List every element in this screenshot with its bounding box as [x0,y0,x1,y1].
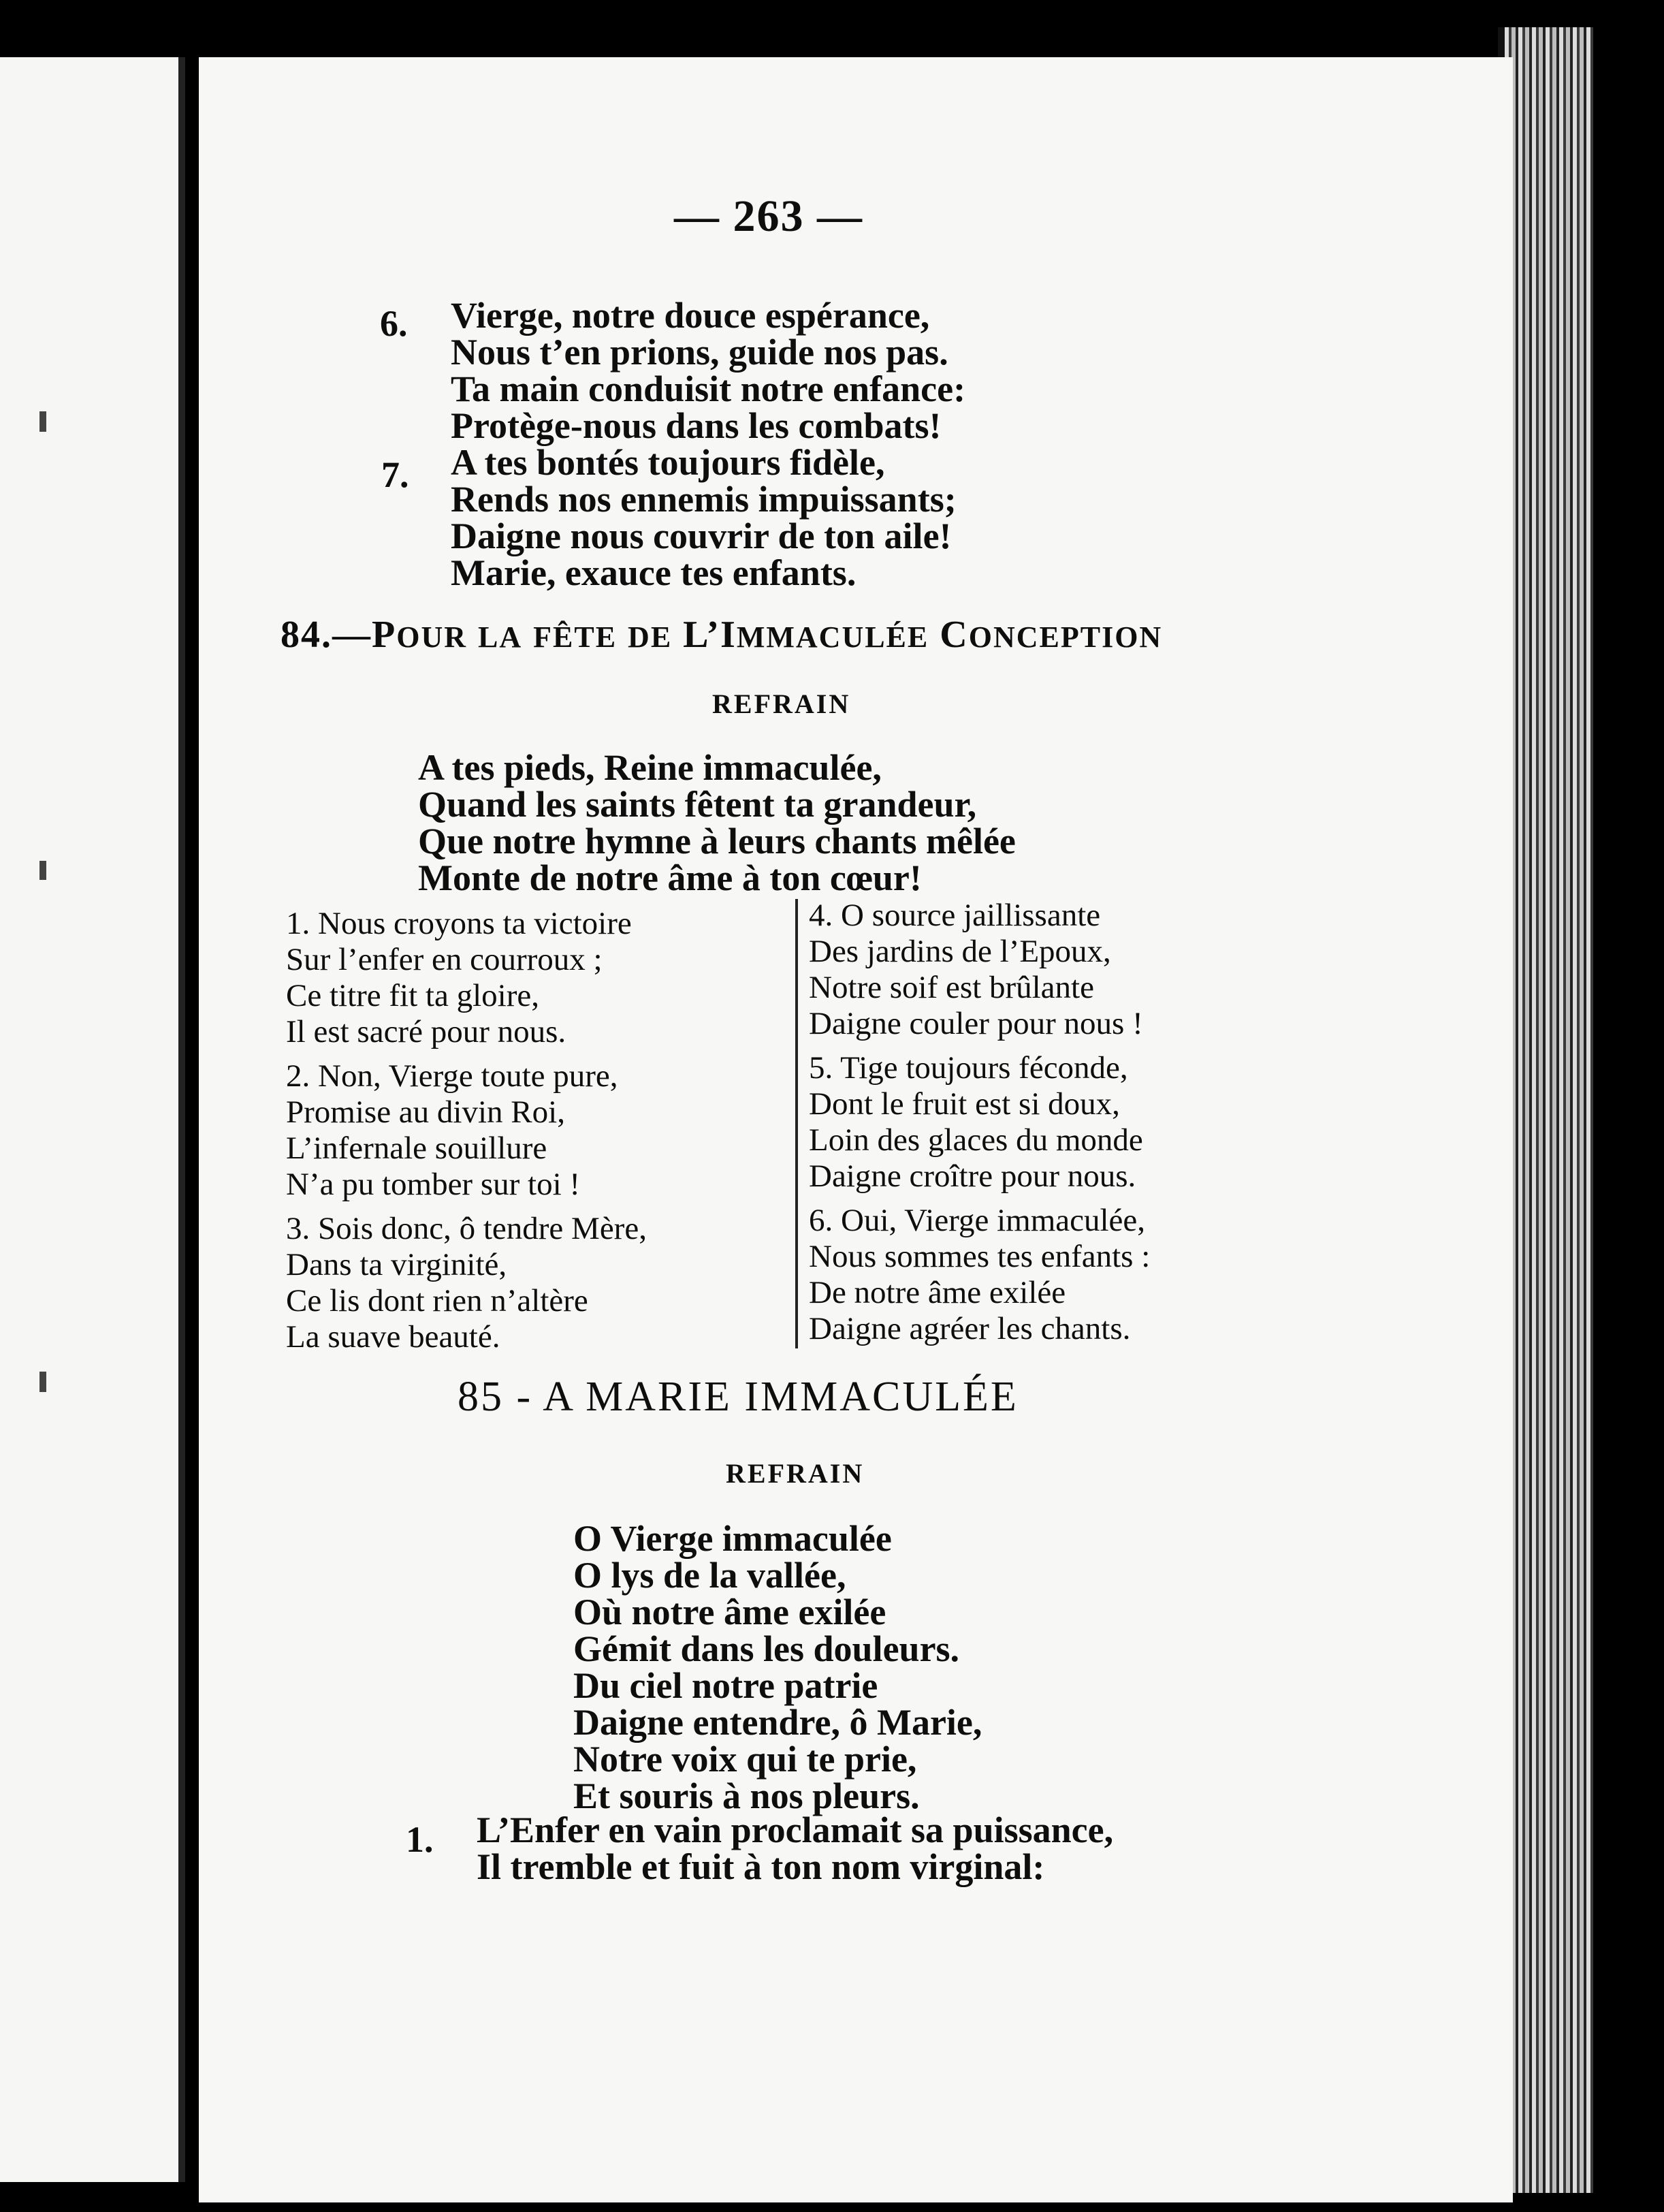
verse-line: Daigne couler pour nous ! [809,1006,1143,1041]
stanza [286,1211,647,1355]
stanza [809,1203,1150,1347]
verse-line: Nous t’en prions, guide nos pas. [451,332,948,373]
verse-line: Marie, exauce tes enfants. [451,552,857,593]
refrain-label: REFRAIN [726,1458,865,1489]
page-number: — 263 — [674,191,863,241]
verse-line: Et souris à nos pleurs. [573,1775,920,1816]
verse-line: Loin des glaces du monde [809,1122,1143,1158]
verse-line: 6. Oui, Vierge immaculée, [809,1203,1146,1238]
verse-line: L’infernale souillure [286,1131,547,1166]
page-crease-mark [39,861,46,880]
verse-line: Il est sacré pour nous. [286,1014,566,1049]
verse-line: De notre âme exilée [809,1275,1066,1310]
refrain-85 [573,1520,982,1814]
verse-line: Rends nos ennemis impuissants; [451,479,957,520]
verse-line: Quand les saints fêtent ta grandeur, [418,784,977,825]
verse-line: Nous sommes tes enfants : [809,1239,1151,1274]
verse-line: Daigne entendre, ô Marie, [573,1702,982,1743]
verse-line: 4. O source jaillissante [809,898,1101,933]
title-word: MMACULÉE [736,620,929,654]
hymn-84-title [281,613,1162,657]
verse-line: Dont le fruit est si doux, [809,1086,1120,1122]
right-column [809,898,1150,1355]
stanza [286,906,647,1050]
page-crease-mark [39,1372,46,1392]
page-crease-mark [39,411,46,432]
title-word-cap: P [372,614,397,656]
title-word: DE [628,620,673,654]
stanza-number: 1. [406,1819,434,1860]
verse-line: O Vierge immaculée [573,1518,892,1559]
stanza [809,898,1150,1042]
title-word: LA [478,620,523,654]
verse-line: Daigne nous couvrir de ton aile! [451,516,952,556]
verse-line: Ta main conduisit notre enfance: [451,368,966,409]
verse-line: A tes pieds, Reine immaculée, [418,747,882,788]
stanza-6 [451,297,965,444]
verse-line: Dans ta virginité, [286,1247,507,1282]
verse-line: La suave beauté. [286,1319,500,1355]
verse-line: Monte de notre âme à ton cœur! [418,857,922,898]
title-word: OUR [396,620,467,654]
title-word-cap: C [940,614,969,656]
left-column [286,906,647,1363]
refrain-label: REFRAIN [712,689,851,719]
stanza-1-hymn-85 [477,1812,1113,1885]
hymn-number: 84.— [281,614,372,656]
verse-line: N’a pu tomber sur toi ! [286,1167,581,1202]
verse-line: A tes bontés toujours fidèle, [451,442,885,483]
title-word: FÊTE [533,620,618,654]
verse-line: Promise au divin Roi, [286,1094,565,1130]
verse-line: Des jardins de l’Epoux, [809,934,1111,969]
stanza-number: 6. [380,303,408,344]
refrain-84 [418,749,1016,896]
verse-line: Notre voix qui te prie, [573,1739,917,1780]
verse-line: Notre soif est brûlante [809,970,1094,1005]
verse-line: L’Enfer en vain proclamait sa puissance, [477,1810,1114,1850]
verse-line: Daigne agréer les chants. [809,1311,1131,1346]
verse-line: 3. Sois donc, ô tendre Mère, [286,1211,647,1246]
hymn-85-title: 85 - A MARIE IMMACULÉE [458,1374,1019,1420]
verse-line: Il tremble et fuit à ton nom virginal: [477,1846,1045,1887]
column-divider [795,899,798,1348]
title-word-cap: L’I [683,614,737,656]
verse-line: Ce lis dont rien n’altère [286,1283,588,1318]
title-word: ONCEPTION [968,620,1163,654]
verse-line: Daigne croître pour nous. [809,1158,1136,1194]
verse-line: Sur l’enfer en courroux ; [286,942,603,977]
stanza [809,1050,1150,1195]
verse-line: O lys de la vallée, [573,1555,846,1596]
stanza [286,1058,647,1203]
verse-line: Ce titre fit ta gloire, [286,978,539,1013]
verse-line: Du ciel notre patrie [573,1665,878,1706]
verse-line: 2. Non, Vierge toute pure, [286,1058,618,1094]
verse-line: Gémit dans les douleurs. [573,1628,960,1669]
verse-line: 1. Nous croyons ta victoire [286,906,632,941]
stanza-7 [451,444,957,591]
verse-line: Où notre âme exilée [573,1592,886,1632]
verse-line: Vierge, notre douce espérance, [451,295,930,336]
page-block-edges [1505,27,1593,2193]
verse-line: Que notre hymne à leurs chants mêlée [418,821,1016,862]
facing-page-strip [0,57,185,2182]
stanza-number: 7. [381,454,409,495]
verse-line: Protège-nous dans les combats! [451,405,942,446]
verse-line: 5. Tige toujours féconde, [809,1050,1128,1086]
